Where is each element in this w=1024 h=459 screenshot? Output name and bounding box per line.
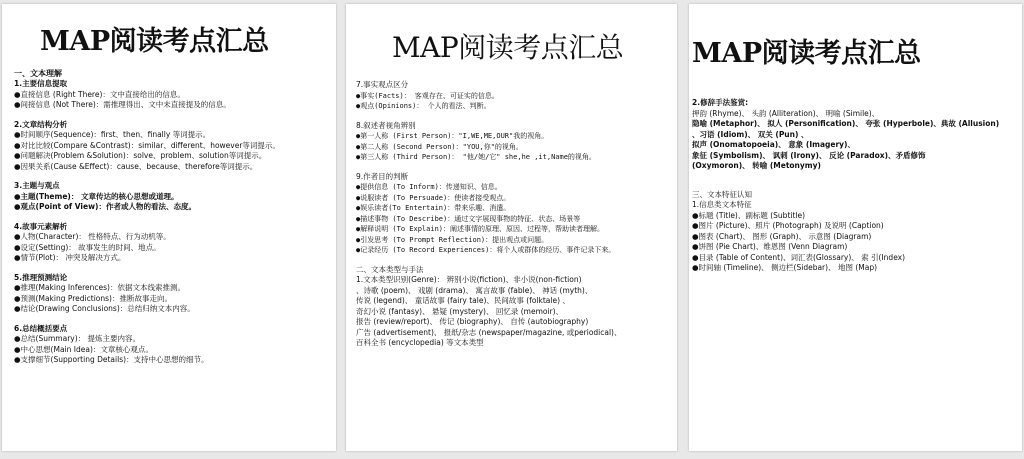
section-author-purpose <box>356 172 671 256</box>
subsection-heading: 5.推理预测结论 <box>14 272 68 282</box>
page-title: MAP阅读考点汇总 <box>40 26 269 57</box>
text-line: ●结论(Drawing Conclusions)：总结归纳文本内容。 <box>14 304 195 313</box>
text-line: ●总结(Summary)： 提炼主要内容。 <box>14 334 141 343</box>
text-line: ●因果关系(Cause &Effect)：cause、because、therefore等词提示。 <box>14 161 258 171</box>
subsection-heading: 9.作者目的判断 <box>356 171 409 181</box>
text-line: ●图片 (Picture)、照片 (Photograph) 及说明 (Caption) <box>692 221 884 230</box>
text-line: 百科全书 (encyclopedia) 等文本类型 <box>356 338 484 347</box>
section-structure <box>14 120 330 173</box>
section-text-features <box>692 190 1018 274</box>
page-title: MAP阅读考点汇总 <box>392 31 624 64</box>
text-line: 报告 (review/report)、 传记 (biography)、 自传 (autobiography) <box>356 317 589 326</box>
text-line: ●第二人称 (Second Person)："YOU,你"的视角。 <box>356 142 523 151</box>
text-line: 、诗歌 (poem)、 戏剧 (drama)、 寓言故事 (fable)、 神话 (myth)、 <box>356 285 593 295</box>
subsection-heading: 8.叙述者视角辨别 <box>356 120 416 130</box>
subsection-heading: 2.修辞手法鉴赏: <box>692 98 749 107</box>
text-line: ●观点(Point of View)：作者或人物的看法、态度。 <box>14 202 196 211</box>
text-line: ●目录 (Table of Content)、词汇表(Glossary)、 索 引(Index) <box>692 252 906 262</box>
text-line: 广告 (advertisement)、 报纸/杂志 (newspaper/magazine, 或periodical)、 <box>356 327 622 337</box>
section-theme <box>14 181 330 213</box>
text-line: ●直接信息 (Right There)：文中直接给出的信息。 <box>14 89 185 99</box>
text-line: 奇幻小说 (fantasy)、 悬疑 (mystery)、 回忆录 (memoir)、 <box>356 306 564 316</box>
section-fact-opinion <box>356 80 671 112</box>
text-line: 、习语 (Idiom)、 双关 (Pun) 、 <box>692 129 809 139</box>
text-line: ●描述事物 (To Describe)：通过文字展现事物的特征、状态、场景等 <box>356 214 581 223</box>
text-line: ●对比比较(Compare &Contrast)：similar、different、however等词提示。 <box>14 140 280 150</box>
text-line: ●观点(Opinions)： 个人的看法、判断。 <box>356 102 491 110</box>
text-line: ●情节(Plot)： 冲突及解决方式。 <box>14 253 126 262</box>
text-line: ●时间轴 (Timeline)、 侧边栏(Sidebar)、 地图 (Map) <box>692 263 878 272</box>
document-page-1 <box>2 4 336 451</box>
text-line: ●问题解决(Problem &Solution)：solve、problem、solution等词提示。 <box>14 151 267 160</box>
text-line: ●第三人称 (Third Person)： "他/她/它" she,he ,it,Name的视角。 <box>356 153 596 161</box>
section-narrator <box>356 121 671 163</box>
text-line: ●记录经历 (To Record Experiences)：将个人或群体的经历、事件记录下来。 <box>356 246 616 254</box>
section-genre <box>356 265 671 349</box>
text-line: 1.文本类型识别(Genre)： 辨别小说(fiction)、非小说(non-fiction) <box>356 275 582 284</box>
text-line: ●间接信息 (Not There)：需推理得出、文中未直接提及的信息。 <box>14 100 231 109</box>
section-heading: 一、文本理解 <box>14 69 62 78</box>
text-line: ●说服读者 (To Persuade)：使读者接受观点。 <box>356 193 511 202</box>
section-heading: 二、文本类型与手法 <box>356 264 424 274</box>
text-line: ●第一人称 (First Person)："I,WE,ME,OUR"我的视角。 <box>356 132 549 140</box>
section-inference <box>14 273 330 315</box>
text-line: 传说 (legend)、 童话故事 (fairy tale)、民间故事 (folktale) 、 <box>356 296 570 305</box>
subsection-heading: 7.事实观点区分 <box>356 80 409 89</box>
text-line: ●中心思想(Main Idea)：文章核心观点。 <box>14 344 153 354</box>
text-line: ●解释说明 (To Explain)：阐述事情的原理、原因、过程等，帮助读者理解。 <box>356 225 605 233</box>
text-line: ●支撑细节(Supporting Details)：支持中心思想的细节。 <box>14 355 209 364</box>
section-story-elements <box>14 222 330 264</box>
text-line: 1.信息类文本特征 <box>692 200 752 209</box>
text-line: 象征 (Symbolism)、 讽刺 (Irony)、 反论 (Paradox)、矛盾修饰 <box>692 150 926 160</box>
text-line: ●标题 (Title)、副标题 (Subtitle) <box>692 210 806 220</box>
text-line: 押韵 (Rhyme)、 头韵 (Alliteration)、 明喻 (Simile)、 <box>692 108 880 118</box>
text-line: ●引发思考 (To Prompt Reflection)：提出观点或问题。 <box>356 235 549 244</box>
text-line: 隐喻 (Metaphor)、 拟人 (Personification)、 夸张 (Hyperbole)、典故 (Allusion) <box>692 119 1000 128</box>
text-line: (Oxymoron)、 转喻 (Metonymy) <box>692 161 821 170</box>
text-line: ●提供信息 (To Inform)：传递知识、信息。 <box>356 183 502 191</box>
subsection-heading: 1.主要信息提取 <box>14 79 68 88</box>
text-line: ●娱乐读者(To Entertain)：带来乐趣、消遣。 <box>356 204 511 212</box>
document-page-2 <box>346 4 677 451</box>
section-summary <box>14 324 330 366</box>
text-line: ●推理(Making Inferences)：依据文本线索推测。 <box>14 283 185 292</box>
subsection-heading: 2.文章结构分析 <box>14 119 68 129</box>
text-line: ●图表 (Chart)、 图形 (Graph)、 示意图 (Diagram) <box>692 231 872 241</box>
text-line: ●主题(Theme)： 文章传达的核心思想或道理。 <box>14 191 179 201</box>
subsection-heading: 3.主题与观点 <box>14 181 60 190</box>
text-line: ●人物(Character)： 性格特点、行为动机等。 <box>14 232 171 241</box>
section-text-comprehension <box>14 68 330 111</box>
page-title: MAP阅读考点汇总 <box>692 38 921 69</box>
text-line: ●时间顺序(Sequence)：first、then、finally 等词提示。 <box>14 130 211 139</box>
text-line: ●饼图 (Pie Chart)、维恩图 (Venn Diagram) <box>692 242 848 251</box>
section-heading: 三、文本特征认知 <box>692 189 752 199</box>
text-line: ●预测(Making Predictions)：推断故事走向。 <box>14 293 172 303</box>
text-line: 拟声 (Onomatopoeia)、 意象 (Imagery)、 <box>692 140 855 149</box>
document-page-3 <box>689 4 1022 451</box>
text-line: ●设定(Setting)： 故事发生的时间、地点。 <box>14 242 161 252</box>
text-line: ●事实(Facts)： 客观存在、可证实的信息。 <box>356 91 499 100</box>
subsection-heading: 4.故事元素解析 <box>14 221 68 231</box>
subsection-heading: 6.总结概括要点 <box>14 323 68 333</box>
section-rhetoric <box>692 98 1018 172</box>
